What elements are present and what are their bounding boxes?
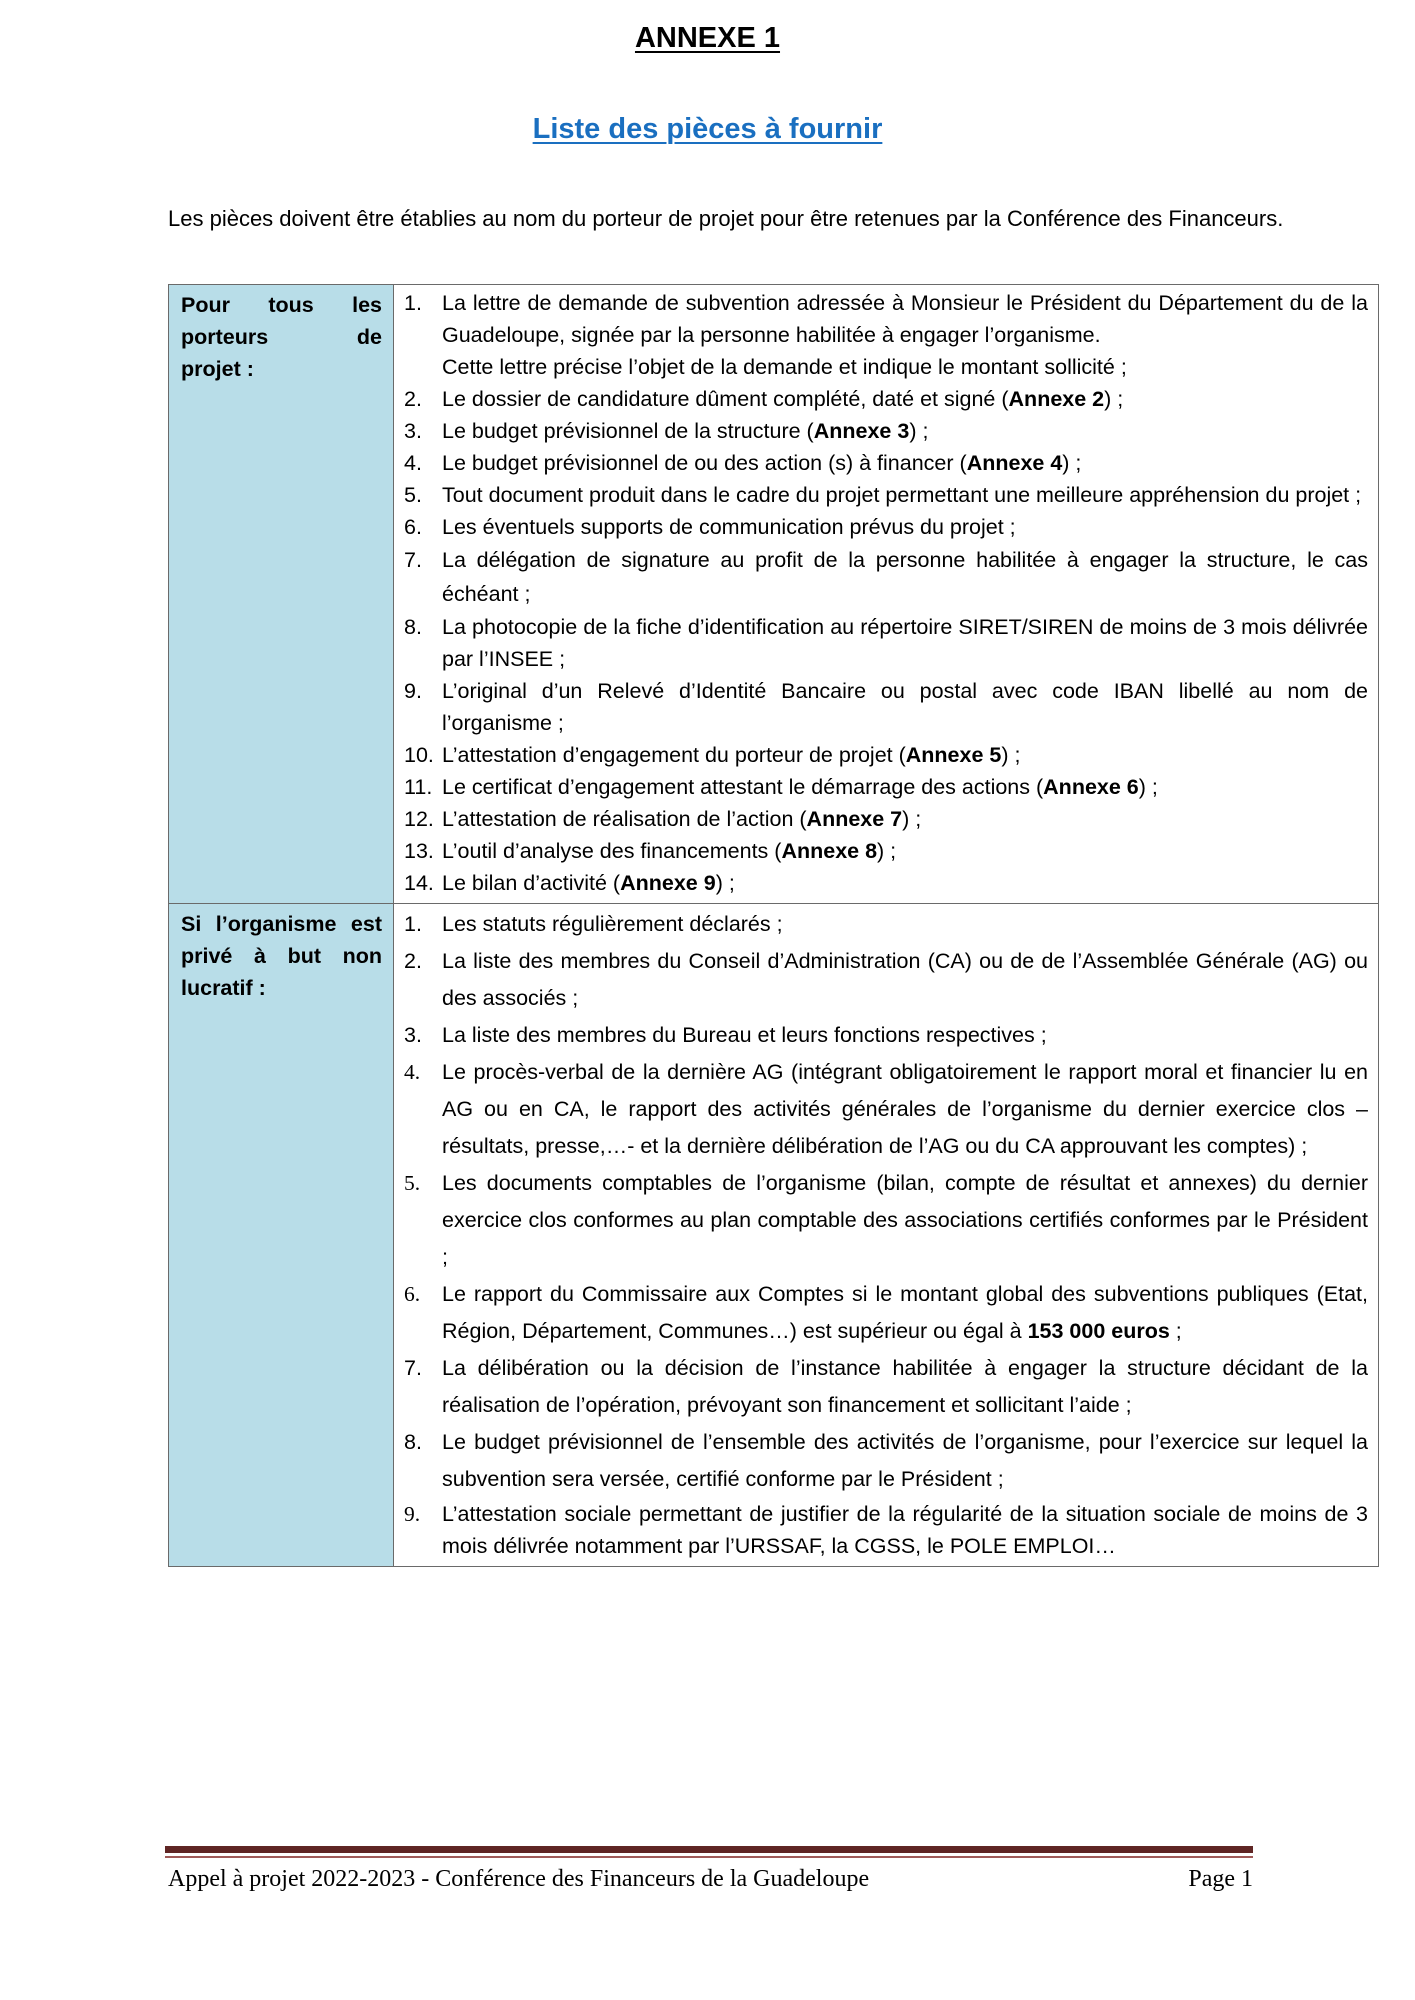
item-text <box>442 1054 1368 1165</box>
item-text <box>442 835 1368 867</box>
item-text <box>442 803 1368 835</box>
page-number: Page 1 <box>1188 1866 1253 1892</box>
list-item <box>404 479 1368 511</box>
item-text-end: ) ; <box>715 871 735 895</box>
item-text-end: ) ; <box>1062 451 1082 475</box>
list-item <box>404 1424 1368 1498</box>
item-text <box>442 287 1368 383</box>
item-text-main: Le certificat d’engagement attestant le démarrage des actions ( <box>442 775 1044 799</box>
section-label-line: Pour tous les <box>181 293 382 317</box>
item-text-end: ; <box>1169 1319 1182 1343</box>
item-text <box>442 771 1368 803</box>
required-documents-table <box>168 284 1379 1567</box>
list-item <box>404 803 1368 835</box>
section-items <box>394 285 1379 904</box>
item-text-main: L’attestation d’engagement du porteur de projet ( <box>442 743 906 767</box>
item-text <box>442 383 1368 415</box>
section-label-line: lucratif : <box>181 976 266 1000</box>
annex-title: ANNEXE 1 <box>634 22 781 54</box>
item-text <box>442 675 1368 739</box>
list-item <box>404 867 1368 899</box>
section-label-line: porteurs de <box>181 325 382 349</box>
item-number: 10. <box>404 743 434 767</box>
item-number: 6. <box>404 1282 421 1306</box>
item-text <box>442 543 1368 611</box>
item-number: 5. <box>404 483 422 507</box>
item-text-main: La lettre de demande de subvention adressée à Monsieur le Président du Département du de la Guadeloupe, signée par la personne habilitée à engager l’organisme. <box>442 291 1368 347</box>
item-text <box>442 1276 1368 1350</box>
item-text-main: L’original d’un Relevé d’Identité Bancaire ou postal avec code IBAN libellé au nom de l’organisme ; <box>442 679 1368 735</box>
list-item <box>404 739 1368 771</box>
item-text <box>442 1017 1368 1054</box>
item-text-main: Les documents comptables de l’organisme (bilan, compte de résultat et annexes) du dernier exercice clos conformes au plan comptable des associations certifiés conformes par le Président ; <box>442 1171 1368 1269</box>
section-label-line: privé à but non <box>181 944 382 968</box>
item-text <box>442 611 1368 675</box>
list-item <box>404 771 1368 803</box>
item-text-main: La liste des membres du Conseil d’Administration (CA) ou de de l’Assemblée Générale (AG) ou des associés ; <box>442 949 1368 1010</box>
item-text <box>442 906 1368 943</box>
item-text-main: Le procès-verbal de la dernière AG (intégrant obligatoirement le rapport moral et financier lu en AG ou en CA, le rapport des activités générales de l’organisme du dernier exercice clos –résultats, presse,…- et la dernière délibération de l’AG ou du CA approuvant les comptes) ; <box>442 1060 1368 1158</box>
list-item <box>404 1054 1368 1165</box>
item-number: 13. <box>404 839 434 863</box>
item-number: 7. <box>404 1356 422 1380</box>
list-item <box>404 1350 1368 1424</box>
intro-paragraph: Les pièces doivent être établies au nom du porteur de projet pour être retenues par la Conférence des Financeurs. <box>168 206 1284 231</box>
item-text-main: Les éventuels supports de communication prévus du projet ; <box>442 515 1016 539</box>
list-item <box>404 1276 1368 1350</box>
section-label-line: projet : <box>181 357 254 381</box>
item-text-end: ) ; <box>909 419 929 443</box>
item-annex-reference: Annexe 7 <box>806 807 903 831</box>
list-item <box>404 415 1368 447</box>
item-number: 12. <box>404 807 434 831</box>
item-annex-reference: Annexe 9 <box>620 871 716 895</box>
section-items <box>394 904 1379 1567</box>
item-text <box>442 1498 1368 1562</box>
item-annex-reference: Annexe 2 <box>1008 387 1105 411</box>
item-text <box>442 867 1368 899</box>
item-number: 4. <box>404 1060 421 1084</box>
item-text-main: Le dossier de candidature dûment complété, daté et signé ( <box>442 387 1009 411</box>
item-number: 8. <box>404 1430 422 1454</box>
list-item <box>404 1165 1368 1276</box>
section-label <box>169 285 394 904</box>
item-number: 2. <box>404 387 422 411</box>
item-text-note: Cette lettre précise l’objet de la demande et indique le montant sollicité ; <box>442 355 1127 379</box>
item-number: 11. <box>404 775 433 799</box>
item-text-main: L’attestation de réalisation de l’action ( <box>442 807 807 831</box>
document-subtitle: Liste des pièces à fournir <box>532 113 883 145</box>
item-text-main: La délégation de signature au profit de la personne habilitée à engager la structure, le cas échéant ; <box>442 548 1368 606</box>
list-item <box>404 611 1368 675</box>
list-item <box>404 383 1368 415</box>
item-annex-reference: 153 000 euros <box>1027 1319 1170 1343</box>
item-text-end: ) ; <box>1001 743 1021 767</box>
list-item <box>404 943 1368 1017</box>
item-text-main: Le budget prévisionnel de ou des action (s) à financer ( <box>442 451 967 475</box>
item-number: 7. <box>404 548 422 572</box>
item-annex-reference: Annexe 4 <box>966 451 1063 475</box>
item-number: 1. <box>404 291 422 315</box>
footer-rule-thick <box>165 1846 1253 1853</box>
section-label <box>169 904 394 1567</box>
item-text <box>442 1424 1368 1498</box>
list-item <box>404 906 1368 943</box>
item-text-main: La photocopie de la fiche d’identification au répertoire SIRET/SIREN de moins de 3 mois délivrée par l’INSEE ; <box>442 615 1368 671</box>
footer-title: Appel à projet 2022-2023 - Conférence des Financeurs de la Guadeloupe <box>168 1866 870 1892</box>
item-text-main: Les statuts régulièrement déclarés ; <box>442 912 783 936</box>
item-text-main: Le budget prévisionnel de la structure ( <box>442 419 814 443</box>
item-text-end: ) ; <box>1138 775 1158 799</box>
list-item <box>404 675 1368 739</box>
item-annex-reference: Annexe 3 <box>813 419 910 443</box>
item-text-end: ) ; <box>1104 387 1124 411</box>
item-number: 1. <box>404 912 422 936</box>
list-item <box>404 835 1368 867</box>
item-text <box>442 739 1368 771</box>
item-text-end: ) ; <box>877 839 897 863</box>
item-text-main: La liste des membres du Bureau et leurs fonctions respectives ; <box>442 1023 1047 1047</box>
item-text <box>442 479 1368 511</box>
list-item <box>404 1017 1368 1054</box>
table-row <box>169 904 1379 1567</box>
list-item <box>404 287 1368 383</box>
item-text-main: Tout document produit dans le cadre du projet permettant une meilleure appréhension du projet ; <box>442 483 1362 507</box>
item-text <box>442 447 1368 479</box>
item-annex-reference: Annexe 5 <box>905 743 1002 767</box>
item-number: 6. <box>404 515 422 539</box>
item-text <box>442 511 1368 543</box>
item-text-end: ) ; <box>902 807 922 831</box>
item-text <box>442 415 1368 447</box>
footer-rule-thin <box>165 1856 1253 1858</box>
item-annex-reference: Annexe 8 <box>781 839 878 863</box>
item-text-main: L’outil d’analyse des financements ( <box>442 839 782 863</box>
item-text <box>442 1165 1368 1276</box>
table-row <box>169 285 1379 904</box>
item-number: 2. <box>404 949 422 973</box>
section-label-line: Si l’organisme est <box>181 912 382 936</box>
item-number: 5. <box>404 1171 421 1195</box>
item-number: 14. <box>404 871 434 895</box>
item-text-main: L’attestation sociale permettant de justifier de la régularité de la situation sociale de moins de 3 mois délivrée notamment par l’URSSAF, la CGSS, le POLE EMPLOI… <box>442 1502 1368 1558</box>
item-number: 3. <box>404 419 422 443</box>
item-text <box>442 943 1368 1017</box>
item-text-main: Le bilan d’activité ( <box>442 871 621 895</box>
item-annex-reference: Annexe 6 <box>1043 775 1139 799</box>
item-number: 4. <box>404 451 422 475</box>
item-text-main: Le rapport du Commissaire aux Comptes si le montant global des subventions publiques (Etat, Région, Département, Communes…) est supérieur ou égal à <box>442 1282 1368 1343</box>
item-number: 8. <box>404 615 422 639</box>
item-number: 9. <box>404 1502 421 1526</box>
item-text-main: Le budget prévisionnel de l’ensemble des activités de l’organisme, pour l’exercice sur lequel la subvention sera versée, certifié conforme par le Président ; <box>442 1430 1368 1491</box>
list-item <box>404 447 1368 479</box>
item-text-main: La délibération ou la décision de l’instance habilitée à engager la structure décidant de la réalisation de l’opération, prévoyant son financement et sollicitant l’aide ; <box>442 1356 1368 1417</box>
item-text <box>442 1350 1368 1424</box>
list-item <box>404 511 1368 543</box>
list-item <box>404 543 1368 611</box>
item-number: 3. <box>404 1023 422 1047</box>
item-number: 9. <box>404 679 422 703</box>
list-item <box>404 1498 1368 1562</box>
